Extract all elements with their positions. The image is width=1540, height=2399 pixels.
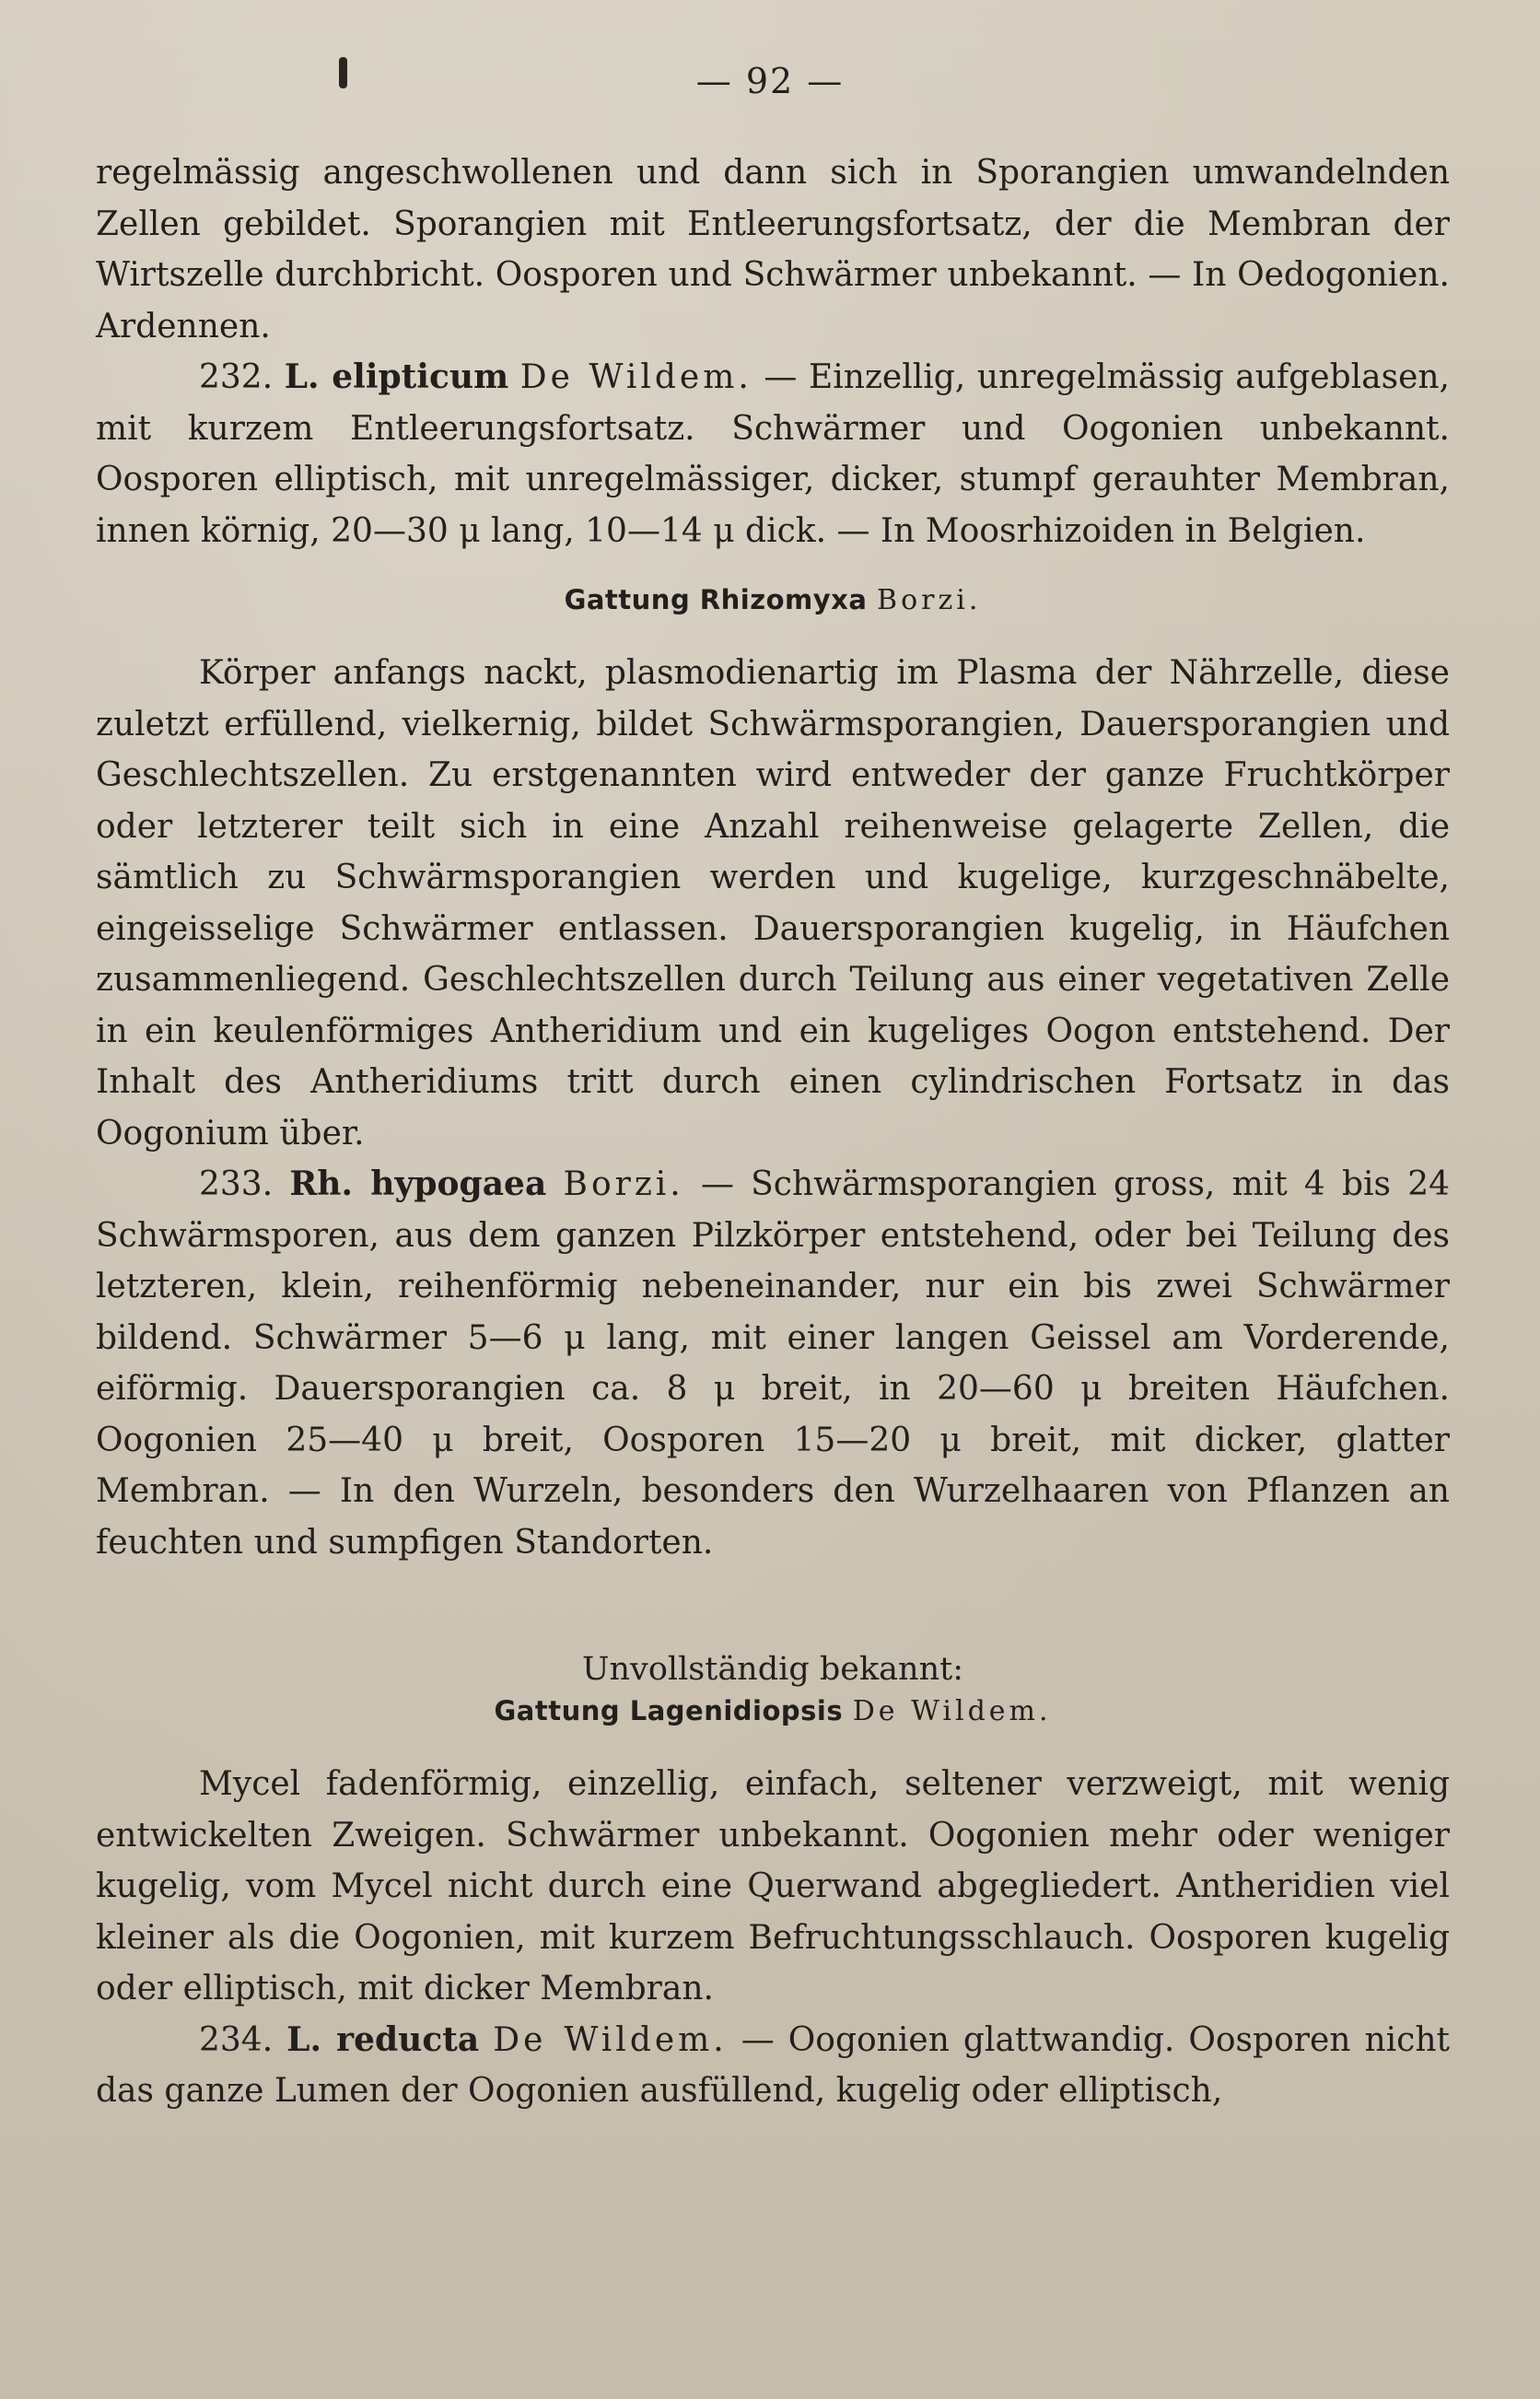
genus-heading-lagenidiopsis	[96, 1695, 1450, 1727]
genus-label: Gattung Rhizomyxa	[564, 584, 868, 615]
species-name: Rh. hypogaea	[289, 1164, 547, 1203]
species-description: — Oogonien glattwandig. Oosporen nicht das ganze Lumen der Oogonien ausfüllend, kugelig oder elliptisch,	[96, 2020, 1450, 2110]
paragraph-continuation: regelmässig angeschwollenen und dann sich in Sporangien umwandelnden Zellen gebildet. Sporangien mit Entleerungsfortsatz, der die Membran der Wirtszelle durchbricht. Oosporen und Schwärmer unbekannt. — In Oedogonien. Ardennen.	[96, 154, 1450, 345]
species-author: De Wildem.	[493, 2020, 728, 2059]
genus-author: De Wildem.	[852, 1695, 1052, 1727]
species-number: 233.	[199, 1165, 274, 1203]
genus-label: Gattung Lagenidiopsis	[494, 1695, 844, 1726]
genus-description-rhizomyxa: Körper anfangs nackt, plasmodienartig im Plasma der Nährzelle, diese zuletzt erfüllend, vielkernig, bildet Schwärmsporangien, Dauersporangien und Geschlechtszellen. Zu erstgenannten wird entweder der ganze Fruchtkörper oder letzterer teilt sich in eine Anzahl reihenweise gelagerte Zellen, die sämtlich zu Schwärmsporangien werden und kugelige, kurzgeschnäbelte, eingeisselige Schwärmer entlassen. Dauersporangien kugelig, in Häufchen zusammenliegend. Geschlechtszellen durch Teilung aus einer vegetativen Zelle in ein keulenförmiges Antheridium und ein kugeliges Oogon entstehend. Der Inhalt des Antheridiums tritt durch einen cylindrischen Fortsatz in das Oogonium über.	[96, 654, 1450, 1153]
species-name: L. elipticum	[284, 357, 509, 396]
species-entry-234	[96, 2015, 1450, 2117]
species-author: Borzi.	[563, 1165, 684, 1203]
species-number: 232.	[199, 358, 274, 396]
subheading-incompletely-known: Unvollständig bekannt:	[582, 1651, 963, 1688]
species-description: — Einzellig, unregelmässig aufgeblasen, mit kurzem Entleerungsfortsatz. Schwärmer und Oogonien unbekannt. Oosporen elliptisch, mit unregelmässiger, dicker, stumpf gerauhter Membran, innen körnig, 20—30 μ lang, 10—14 μ dick. — In Moosrhizoiden in Belgien.	[96, 358, 1451, 550]
genus-author: Borzi.	[877, 584, 982, 616]
species-entry-233	[96, 1159, 1450, 1568]
species-name: L. reducta	[286, 2019, 480, 2059]
species-number: 234.	[199, 2020, 274, 2059]
species-entry-232	[96, 352, 1450, 556]
species-description: — Schwärmsporangien gross, mit 4 bis 24 Schwärmsporen, aus dem ganzen Pilzkörper entstehend, oder bei Teilung des letzteren, klein, reihenförmig nebeneinander, nur ein bis zwei Schwärmer bildend. Schwärmer 5—6 μ lang, mit einer langen Geissel am Vorderende, eiförmig. Dauersporangien ca. 8 μ breit, in 20—60 μ breiten Häufchen. Oogonien 25—40 μ breit, Oosporen 15—20 μ breit, mit dicker, glatter Membran. — In den Wurzeln, besonders den Wurzelhaaren von Pflanzen an feuchten und sumpfigen Standorten.	[96, 1165, 1450, 1562]
page-content	[96, 147, 1450, 2117]
page-number: — 92 —	[695, 61, 845, 101]
genus-heading-rhizomyxa	[96, 584, 1450, 616]
genus-description-lagenidiopsis: Mycel fadenförmig, einzellig, einfach, seltener verzweigt, mit wenig entwickelten Zweigen. Schwärmer unbekannt. Oogonien mehr oder weniger kugelig, vom Mycel nicht durch eine Querwand abgegliedert. Antheridien viel kleiner als die Oogonien, mit kurzem Befruchtungsschlauch. Oosporen kugelig oder elliptisch, mit dicker Membran.	[96, 1765, 1450, 2007]
species-author: De Wildem.	[519, 358, 752, 396]
